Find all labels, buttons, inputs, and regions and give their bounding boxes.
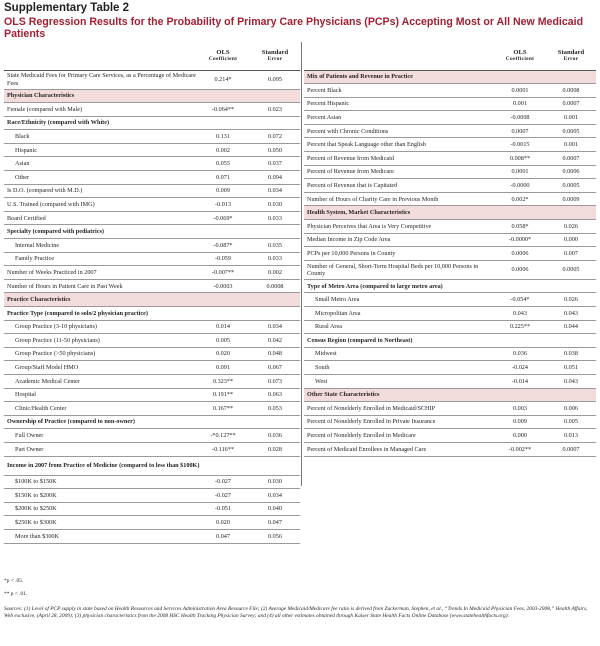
table-row <box>4 347 300 361</box>
standard-error-cell: 0.033 <box>268 214 282 222</box>
standard-error-cell: 0.026 <box>564 222 578 230</box>
standard-error-cell: 0.028 <box>268 445 282 453</box>
table-row <box>304 97 596 111</box>
row-label: $150K to $200K <box>15 491 57 499</box>
table-row <box>4 171 300 185</box>
standard-error-cell: 0.095 <box>268 75 282 83</box>
coefficient-cell: 0.0006 <box>511 249 529 257</box>
row-label: Number of General, Short-Term Hospital Beds per 10,000 Persons in County <box>307 262 479 277</box>
coefficient-cell: 0.000 <box>513 432 527 440</box>
coefficient-cell: 0.225** <box>509 323 531 331</box>
table-row <box>304 347 596 361</box>
standard-error-cell: 0.0007 <box>562 100 580 108</box>
standard-error-cell: 0.0007 <box>562 445 580 453</box>
table-row <box>4 130 300 144</box>
standard-error-cell: 0.0006 <box>562 168 580 176</box>
standard-error-cell: 0.0007 <box>562 154 580 162</box>
row-label: Percent of Medicaid Enrollees in Managed Care <box>307 445 427 453</box>
standard-error-cell: 0.006 <box>564 404 578 412</box>
row-label: Median Income in Zip Code Area <box>307 236 391 244</box>
coefficient-cell: -0.087* <box>213 241 233 249</box>
coefficient-cell: 0.191** <box>212 391 234 399</box>
coefficient-cell: 0.002* <box>511 195 529 203</box>
label-column-header <box>304 42 494 70</box>
standard-error-cell: 0.0005 <box>562 266 580 274</box>
table-row <box>304 402 596 416</box>
coefficient-cell: 0.001 <box>513 100 527 108</box>
standard-error-cell: 0.030 <box>268 200 282 208</box>
row-label: PCPs per 10,000 Persons in County <box>307 249 396 257</box>
table-row <box>4 239 300 253</box>
table-row <box>304 429 596 443</box>
coefficient-cell: 0.008** <box>509 154 531 162</box>
row-label: Rural Area <box>315 323 342 331</box>
table-row <box>4 252 300 266</box>
coefficient-cell: 0.009 <box>216 187 230 195</box>
table-row <box>4 516 300 530</box>
subsection-header-row <box>4 307 300 321</box>
table-row <box>304 320 596 334</box>
standard-error-cell: 0.056 <box>268 532 282 540</box>
standard-error-cell: 0.001 <box>564 113 578 121</box>
standard-error-cell: 0.034 <box>268 323 282 331</box>
row-label: Type of Metro Area (compared to large metro area) <box>307 282 443 290</box>
row-label: Hispanic <box>15 146 37 154</box>
coefficient-cell: -0.0000* <box>508 236 532 244</box>
coefficient-cell: -*0.127** <box>210 432 236 440</box>
table-row <box>4 388 300 402</box>
row-label: Micropolitan Area <box>315 309 361 317</box>
row-label: Group/Staff Model HMO <box>15 364 79 372</box>
row-label: Percent with Chronic Conditions <box>307 127 389 135</box>
row-label: Percent of Nonelderly Enrolled in Medicaid/SCHIP <box>307 404 436 412</box>
row-label: Family Practice <box>15 255 55 263</box>
coefficient-cell: 0.036 <box>513 350 527 358</box>
row-label: Other State Characteristics <box>304 388 596 402</box>
table-row <box>304 192 596 206</box>
row-label: Percent Asian <box>307 113 342 121</box>
row-label: U.S. Trained (compared with IMG) <box>7 200 95 208</box>
table-row <box>4 529 300 543</box>
coefficient-cell: -0.0015 <box>510 141 530 149</box>
row-label: Census Region (compared to Northeast) <box>307 336 413 344</box>
row-label: Asian <box>15 160 30 168</box>
row-label: Practice Characteristics <box>4 293 300 307</box>
row-label: Percent of Revenue from Medicare <box>307 168 394 176</box>
right-table <box>304 42 596 457</box>
left-table <box>4 42 300 544</box>
row-label: Full Owner <box>15 432 44 440</box>
row-label: Group Practice (>50 physicians) <box>15 350 96 358</box>
table-row <box>304 152 596 166</box>
table-row <box>4 429 300 443</box>
sources-note: Sources: (1) Level of PCP supply in state based on Health Resources and Services Administration Area Resource File; (2) Average Medicaid/Medicare fee ratio is derived from Zuckerman, Stephen, et al., “Trends In Medicaid Physician Fees, 2003-2008,” Health Affairs, Web exclusive, (April 28, 2009); (3) physician characteristics from the 2008 HSC Health Tracking Physician Survey; and (4) all other estimates obtained through Kaiser State Health Facts Online Database (www.statehealthfacts.org). <box>4 606 588 619</box>
coefficient-cell: 0.043 <box>513 309 527 317</box>
coefficient-cell: -0.054* <box>510 296 530 304</box>
table-row <box>4 266 300 280</box>
standard-error-cell: 0.073 <box>268 377 282 385</box>
standard-error-cell: 0.036 <box>268 432 282 440</box>
row-label: Female (compared with Male) <box>7 105 83 113</box>
coefficient-cell: -0.116** <box>212 445 234 453</box>
standard-error-cell: 0.050 <box>268 146 282 154</box>
subsection-header-row <box>304 279 596 293</box>
subsection-header-row <box>4 225 300 239</box>
table-row <box>304 220 596 234</box>
standard-error-cell: 0.043 <box>564 309 578 317</box>
table-row <box>4 279 300 293</box>
row-label: West <box>315 377 328 385</box>
coefficient-cell: 0.0006 <box>511 266 529 274</box>
row-label: Small Metro Area <box>315 296 360 304</box>
standard-error-cell: 0.033 <box>268 255 282 263</box>
table-row <box>4 374 300 388</box>
table-row <box>4 475 300 489</box>
subsection-header-row <box>4 415 300 429</box>
standard-error-cell: 0.047 <box>268 519 282 526</box>
coefficient-cell: 0.167** <box>212 404 234 412</box>
coefficient-cell: 0.020 <box>216 519 230 526</box>
coefficient-cell: 0.003 <box>513 404 527 412</box>
standard-error-cell: 0.035 <box>268 241 282 249</box>
standard-error-cell: 0.001 <box>564 141 578 149</box>
row-label: Physician Characteristics <box>4 89 300 103</box>
row-label: Other <box>15 173 30 181</box>
coefficient-cell: -0.024 <box>512 364 528 372</box>
standard-error-cell: 0.048 <box>268 350 282 358</box>
row-label: Part Owner <box>15 445 44 453</box>
standard-error-cell: 0.0005 <box>562 127 580 135</box>
table-row <box>304 233 596 247</box>
row-label: Board Certified <box>7 214 46 222</box>
row-label: Ownership of Practice (compared to non-owner) <box>7 418 135 426</box>
coefficient-cell: -0.059 <box>215 255 231 263</box>
row-label: Clinic/Health Center <box>15 404 67 412</box>
standard-error-cell: 0.0005 <box>562 181 580 189</box>
coefficient-cell: -0.013 <box>215 200 231 208</box>
table-row <box>4 442 300 456</box>
standard-error-cell: 0.094 <box>268 173 282 181</box>
row-label: Hospital <box>15 391 36 399</box>
standard-error-cell: 0.023 <box>268 105 282 113</box>
row-label: Specialty (compared with pediatrics) <box>7 228 104 236</box>
standard-error-cell: 0.0008 <box>562 86 580 94</box>
coefficient-cell: 0.047 <box>216 532 230 540</box>
coefficient-cell: 0.071 <box>216 173 230 181</box>
table-row <box>304 260 596 279</box>
coefficient-cell: -0.027 <box>215 478 231 486</box>
standard-error-cell: 0.063 <box>268 391 282 399</box>
row-label: Percent that Speak Language other than English <box>307 141 426 149</box>
section-header-row <box>304 70 596 84</box>
table-row <box>4 361 300 375</box>
coefficient-cell: -0.014 <box>512 377 528 385</box>
subsection-header-row <box>4 116 300 130</box>
standard-error-cell: 0.005 <box>564 418 578 426</box>
table-row <box>304 307 596 321</box>
coefficient-cell: 0.0001 <box>511 168 529 176</box>
table-row <box>4 402 300 416</box>
standard-error-cell: 0.002 <box>268 268 282 276</box>
coefficient-cell: 0.091 <box>216 364 230 372</box>
coefficient-cell: 0.323** <box>212 377 234 385</box>
table-row <box>304 247 596 261</box>
coefficient-cell: 0.055 <box>216 160 230 168</box>
row-label: Internal Medicine <box>15 241 60 249</box>
row-label: Number of Weeks Practiced in 2007 <box>7 268 97 276</box>
table-row <box>304 374 596 388</box>
subsection-header-row <box>304 334 596 348</box>
coefficient-cell: 0.005 <box>216 336 230 344</box>
standard-error-cell: 0.007 <box>564 249 578 257</box>
coefficient-cell: 0.020 <box>216 350 230 358</box>
row-label: Income in 2007 from Practice of Medicine (compared to less than $100K) <box>7 461 200 469</box>
table-row <box>304 293 596 307</box>
row-label: Percent Hispanic <box>307 100 350 108</box>
subsection-header-row <box>4 456 300 475</box>
standard-error-cell: 0.000 <box>564 236 578 244</box>
se-column-header: Standard Error <box>546 42 596 70</box>
section-header-row <box>4 89 300 103</box>
coefficient-cell: 0.0007 <box>511 127 529 135</box>
standard-error-cell: 0.0009 <box>562 195 580 203</box>
row-label: Percent of Nonelderly Enrolled in Private Insurance <box>307 418 436 426</box>
standard-error-cell: 0.034 <box>268 491 282 499</box>
coefficient-cell: 0.058* <box>511 222 529 230</box>
standard-error-cell: 0.042 <box>268 336 282 344</box>
table-title: OLS Regression Results for the Probability of Primary Care Physicians (PCPs) Accepting Most or All New Medicaid Patients <box>4 16 584 40</box>
row-label: Race/Ethnicity (compared with White) <box>7 119 110 127</box>
table-row <box>4 211 300 225</box>
coefficient-cell: -0.051 <box>215 505 231 513</box>
coefficient-cell: -0.0003 <box>213 282 233 290</box>
table-row <box>304 165 596 179</box>
coefficient-cell: 0.214* <box>214 75 232 83</box>
significance-note-05: *p < .05. <box>4 578 24 584</box>
table-row <box>4 198 300 212</box>
standard-error-cell: 0.053 <box>268 404 282 412</box>
table-row <box>304 138 596 152</box>
table-row <box>4 184 300 198</box>
row-label: $250K to $300K <box>15 519 57 526</box>
row-label: Percent of Revenue that is Capitated <box>307 181 398 189</box>
standard-error-cell: 0.013 <box>564 432 578 440</box>
table-row <box>304 415 596 429</box>
row-label: $200K to $250K <box>15 505 57 513</box>
standard-error-cell: 0.034 <box>268 187 282 195</box>
table-row <box>304 361 596 375</box>
table-row <box>304 84 596 98</box>
table-notes <box>4 578 596 620</box>
table-row <box>4 489 300 503</box>
row-label: Mix of Patients and Revenue in Practice <box>304 70 596 84</box>
coefficient-cell: -0.0000 <box>510 181 530 189</box>
coefficient-cell: -0.0008 <box>510 113 530 121</box>
standard-error-cell: 0.067 <box>268 364 282 372</box>
label-column-header <box>4 42 196 70</box>
row-label: Number of Hours in Patient Care in Past Week <box>7 282 123 290</box>
table-row <box>304 179 596 193</box>
standard-error-cell: 0.072 <box>268 132 282 140</box>
row-label: Practice Type (compared to solo/2 physician practice) <box>7 309 148 317</box>
table-row <box>4 157 300 171</box>
row-label: Percent of Revenue from Medicaid <box>307 154 394 162</box>
coefficient-cell: 0.009 <box>513 418 527 426</box>
se-column-header: Standard Error <box>250 42 300 70</box>
row-label: Health System, Market Characteristics <box>304 206 596 220</box>
row-label: State Medicaid Fees for Primary Care Services, as a Percentage of Medicare Fees <box>7 72 196 87</box>
standard-error-cell: 0.026 <box>564 296 578 304</box>
row-label: Is D.O. (compared with M.D.) <box>7 187 83 195</box>
coefficient-cell: 0.014 <box>216 323 230 331</box>
right-header-row <box>304 42 596 70</box>
coefficient-cell: 0.002 <box>216 146 230 154</box>
standard-error-cell: 0.037 <box>268 160 282 168</box>
table-row <box>304 111 596 125</box>
coefficient-cell: -0.027 <box>215 491 231 499</box>
standard-error-cell: 0.0008 <box>266 282 284 290</box>
coef-column-header: OLS Coefficient <box>494 42 546 70</box>
significance-note-01: ** p < .01. <box>4 591 28 597</box>
coef-column-header: OLS Coefficient <box>196 42 250 70</box>
table-row <box>4 502 300 516</box>
standard-error-cell: 0.044 <box>564 323 578 331</box>
table-row <box>4 320 300 334</box>
table-row <box>304 124 596 138</box>
row-label: Percent of Nonelderly Enrolled in Medicare <box>307 432 416 440</box>
row-label: South <box>315 364 330 372</box>
table-row <box>4 103 300 117</box>
standard-error-cell: 0.051 <box>564 364 578 372</box>
coefficient-cell: -0.069* <box>213 214 233 222</box>
coefficient-cell: 0.0001 <box>511 86 529 94</box>
coefficient-cell: -0.002** <box>508 445 532 453</box>
column-divider <box>301 42 302 486</box>
standard-error-cell: 0.030 <box>268 478 282 486</box>
row-label: $100K to $150K <box>15 478 57 486</box>
row-label: Black <box>15 132 30 140</box>
coefficient-cell: -0.007** <box>211 268 235 276</box>
table-row <box>304 442 596 456</box>
coefficient-cell: -0.064** <box>211 105 235 113</box>
row-label: More than $300K <box>15 532 59 540</box>
row-label: Percent Black <box>307 86 342 94</box>
table-label: Supplementary Table 2 <box>4 2 130 14</box>
section-header-row <box>304 206 596 220</box>
row-label: Midwest <box>315 350 337 358</box>
standard-error-cell: 0.040 <box>268 505 282 513</box>
standard-error-cell: 0.038 <box>564 350 578 358</box>
standard-error-cell: 0.043 <box>564 377 578 385</box>
table-row <box>4 334 300 348</box>
row-label: Number of Hours of Charity Care in Previous Month <box>307 195 439 203</box>
row-label: Academic Medical Center <box>15 377 80 385</box>
row-label: Physician Perceives that Area is Very Competitive <box>307 222 432 230</box>
left-header-row <box>4 42 300 70</box>
section-header-row <box>304 388 596 402</box>
row-label: Group Practice (3-10 physicians) <box>15 323 97 331</box>
coefficient-cell: 0.131 <box>216 132 230 140</box>
table-row <box>4 143 300 157</box>
row-label: Group Practice (11-50 physicians) <box>15 336 100 344</box>
table-row <box>4 70 300 89</box>
section-header-row <box>4 293 300 307</box>
